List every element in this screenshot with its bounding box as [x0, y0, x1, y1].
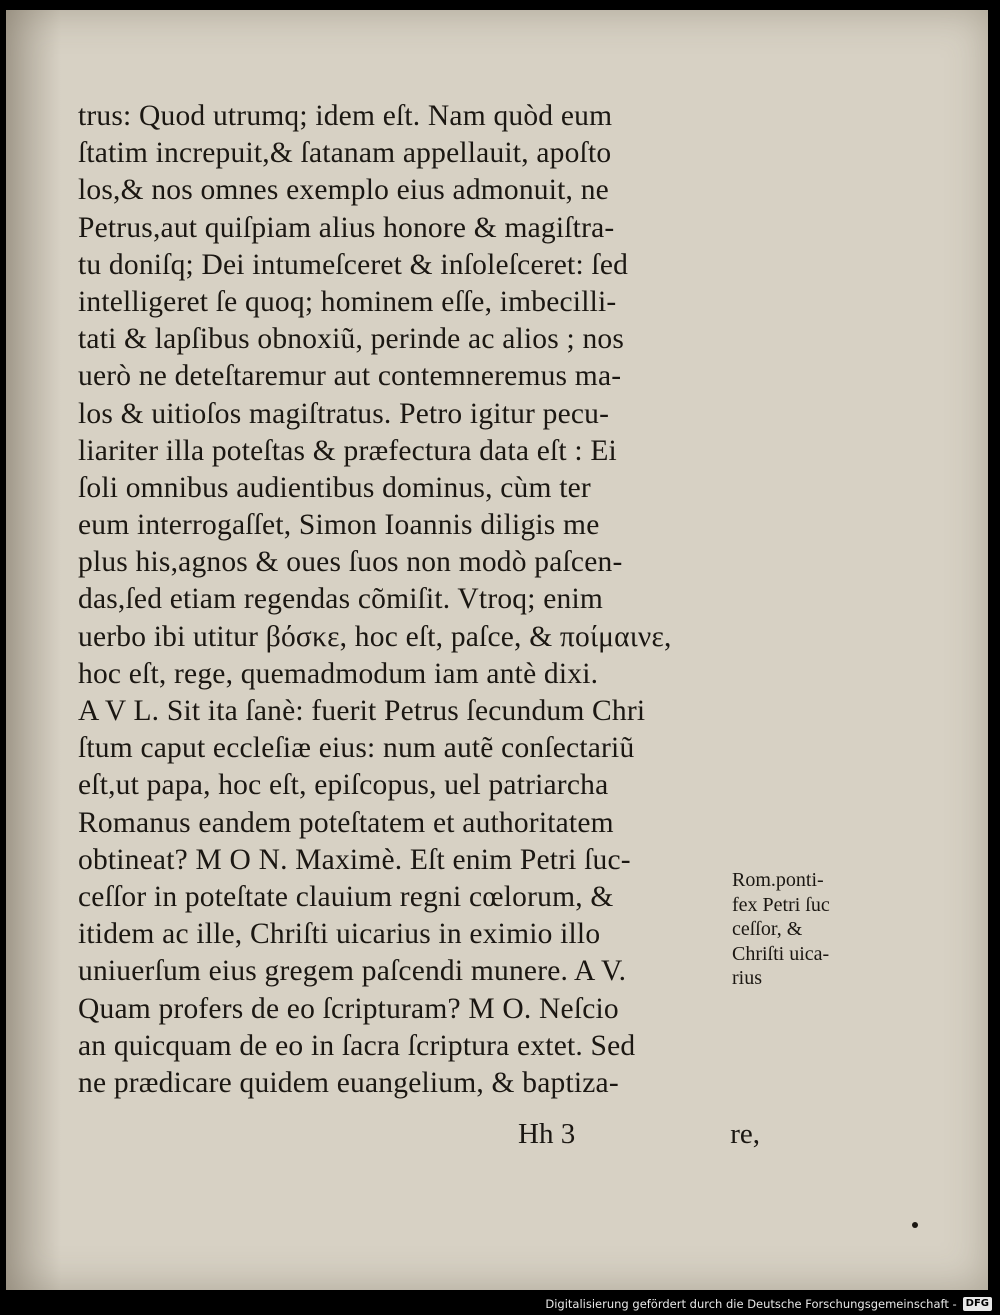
- text-line: itidem ac ille, Chriſti uicarius in eximio illo: [78, 918, 601, 951]
- text-line: uerbo ibi utitur βόσκε, hoc eſt, paſce, & ποίμαινε,: [78, 620, 672, 653]
- text-line: Romanus eandem poteſtatem et authoritatem: [78, 806, 614, 839]
- text-line: ſtatim increpuit,& ſatanam appellauit, apoſto: [78, 137, 612, 170]
- catchword: re,: [730, 1118, 760, 1150]
- text-line: Quam profers de eo ſcripturam? M O. Neſcio: [78, 992, 619, 1025]
- ink-dot: [912, 1222, 918, 1228]
- text-line: eſt,ut papa, hoc eſt, epiſcopus, uel patriarcha: [78, 769, 609, 802]
- text-line: tati & lapſibus obnoxiũ, perinde ac alios ; nos: [78, 323, 625, 356]
- text-line: ne prædicare quidem euangelium, & baptiza-: [78, 1066, 619, 1099]
- text-line: hoc eſt, rege, quemadmodum iam antè dixi.: [78, 657, 599, 690]
- text-line: ſoli omnibus audientibus dominus, cùm ter: [78, 471, 591, 504]
- footer-credit: Digitalisierung gefördert durch die Deutsche Forschungsgemeinschaft -: [545, 1297, 957, 1311]
- text-line: an quicquam de eo in ſacra ſcriptura extet. Sed: [78, 1029, 636, 1062]
- text-line: ceſſor in poteſtate clauium regni cœlorum, &: [78, 880, 614, 913]
- text-line: A V L. Sit ita ſanè: fuerit Petrus ſecundum Chri: [78, 695, 646, 727]
- text-line: los,& nos omnes exemplo eius admonuit, ne: [78, 174, 609, 207]
- page-foot: [78, 1118, 758, 1158]
- gutter-shadow: [6, 10, 61, 1290]
- text-line: uerò ne deteſtaremur aut contemneremus ma-: [78, 360, 622, 393]
- text-line: das,ſed etiam regendas cõmiſit. Vtroq; enim: [78, 583, 603, 616]
- footer-bar: [545, 1293, 1000, 1315]
- text-line: obtineat? M O N. Maximè. Eſt enim Petri ſuc-: [78, 843, 631, 876]
- signature-mark: Hh 3: [518, 1118, 576, 1150]
- text-line: Petrus,aut quiſpiam alius honore & magiſtra-: [78, 211, 615, 244]
- marginal-note-line: fex Petri ſuc: [732, 893, 830, 916]
- marginal-note-line: Chriſti uica-: [732, 942, 830, 965]
- text-line: liariter illa poteſtas & præfectura data eſt : Ei: [78, 434, 617, 467]
- text-line: trus: Quod utrumq; idem eſt. Nam quòd eum: [78, 100, 613, 132]
- marginal-note-line: ceſſor, &: [732, 918, 803, 940]
- marginal-note-line: Rom.ponti-: [732, 869, 824, 891]
- text-line: eum interrogaſſet, Simon Ioannis diligis me: [78, 509, 600, 542]
- text-line: los & uitioſos magiſtratus. Petro igitur pecu-: [78, 397, 610, 430]
- marginal-note: [732, 868, 882, 991]
- book-page: [6, 10, 988, 1290]
- text-line: tu doniſq; Dei intumeſceret & inſoleſceret: ſed: [78, 248, 629, 281]
- main-text-block: [78, 98, 758, 1102]
- text-line: plus his,agnos & oues ſuos non modò paſcen-: [78, 546, 623, 579]
- text-line: intelligeret ſe quoq; hominem eſſe, imbecilli-: [78, 285, 617, 318]
- text-line: uniuerſum eius gregem paſcendi munere. A V.: [78, 955, 627, 988]
- dfg-logo: DFG: [963, 1297, 992, 1311]
- marginal-note-line: rius: [732, 967, 762, 989]
- text-line: ſtum caput eccleſiæ eius: num autẽ conſectariũ: [78, 732, 635, 765]
